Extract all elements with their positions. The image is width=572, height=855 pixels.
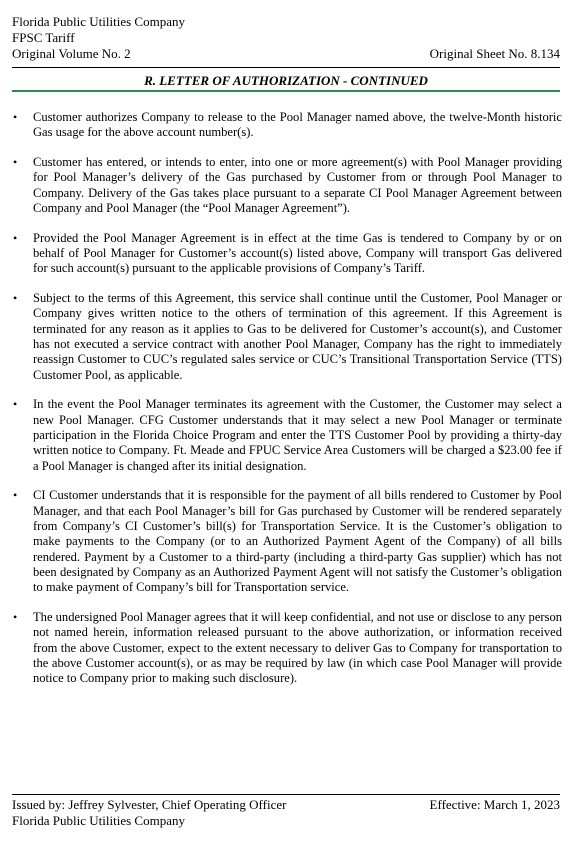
list-item bbox=[12, 610, 562, 686]
footer-company: Florida Public Utilities Company bbox=[12, 813, 185, 828]
list-item bbox=[12, 155, 562, 216]
paragraph-text: In the event the Pool Manager terminates its agreement with the Customer, the Customer may select a new Pool Manager. CFG Customer understands that it may select a new Pool Manager or terminate participation in the Florida Choice Program and enter the TTS Customer Pool by providing a thirty-day written notice to Company. Ft. Meade and FPUC Service Area Customers will be charged a $23.00 fee if a Pool Manager is changed after its initial designation. bbox=[33, 397, 562, 473]
issued-by: Issued by: Jeffrey Sylvester, Chief Operating Officer bbox=[12, 797, 287, 812]
tariff-footer bbox=[12, 797, 560, 829]
effective-date: Effective: March 1, 2023 bbox=[429, 797, 560, 812]
list-item bbox=[12, 110, 562, 141]
bullet-icon: • bbox=[13, 230, 18, 245]
header-rule bbox=[12, 67, 560, 68]
bullet-icon: • bbox=[13, 291, 18, 306]
paragraph-text: The undersigned Pool Manager agrees that it will keep confidential, and not use or disclose to any person not named herein, information released pursuant to the above authorization, or information received from the above Customer, expect to the extent necessary to deliver Gas to Company for transportation to the above Customer account(s), or as may be required by law (in which case Pool Manager will provide notice to Company prior to making such disclosure). bbox=[33, 610, 562, 686]
company-name: Florida Public Utilities Company bbox=[12, 14, 185, 29]
bullet-icon: • bbox=[13, 610, 18, 625]
footer-rule bbox=[12, 794, 560, 795]
volume-sheet-row bbox=[12, 46, 560, 62]
bullet-icon: • bbox=[13, 488, 18, 503]
volume-label: Original Volume No. 2 bbox=[12, 46, 131, 61]
bullet-icon: • bbox=[13, 110, 18, 124]
section-title: R. LETTER OF AUTHORIZATION - CONTINUED bbox=[144, 73, 428, 88]
paragraph-text: Subject to the terms of this Agreement, this service shall continue until the Customer, Pool Manager or Company gives written notice to the others of termination of this agreement. If this Agreement is terminated for any reason as it applies to Gas to be delivered for Customer’s account(s), and Customer has not executed a service contract with another Pool Manager, Company has the right to immediately reassign Customer to CUC’s regulated sales service or CUC’s Transitional Transportation Service (TTS) Customer Pool, as applicable. bbox=[33, 291, 562, 382]
paragraph-text: Customer has entered, or intends to enter, into one or more agreement(s) with Pool Manager providing for Pool Manager’s delivery of the Gas purchased by Customer from or through Pool Manager to Company. Delivery of the Gas takes place pursuant to a separate CI Pool Manager Agreement between Company and Pool Manager (the “Pool Manager Agreement”). bbox=[33, 155, 562, 215]
list-item bbox=[12, 488, 562, 595]
paragraph-text: CI Customer understands that it is responsible for the payment of all bills rendered to Customer by Pool Manager, and that each Pool Manager’s bill for Gas purchased by Customer will be rendered separately from Company’s CI Customer’s bill(s) for Transportation Service. It is the Customer’s obligation to make payments to the Company (or to an Authorized Payment Agent of the Company) of all bills rendered. Payment by a Customer to a third-party (including a third-party Gas supplier) which has not been designated by Company as an Authorized Payment Agent will not satisfy the Customer’s obligation to make payment of Company’s bill for Transportation service. bbox=[33, 488, 562, 595]
list-item bbox=[12, 397, 562, 473]
terms-list bbox=[12, 110, 562, 701]
paragraph-text: Customer authorizes Company to release to the Pool Manager named above, the twelve-Month historic Gas usage for the above account number(s). bbox=[33, 110, 562, 140]
list-item bbox=[12, 291, 562, 383]
bullet-icon: • bbox=[13, 397, 18, 412]
list-item bbox=[12, 231, 562, 277]
section-rule bbox=[12, 90, 560, 92]
tariff-name: FPSC Tariff bbox=[12, 30, 75, 45]
issued-row bbox=[12, 797, 560, 813]
paragraph-text: Provided the Pool Manager Agreement is in effect at the time Gas is tendered to Company by or on behalf of Pool Manager for Customer’s account(s) listed above, Company will transport Gas delivered for such account(s) pursuant to the applicable provisions of Company’s Tariff. bbox=[33, 230, 562, 276]
tariff-header bbox=[12, 14, 560, 62]
bullet-icon: • bbox=[13, 155, 18, 170]
sheet-number: Original Sheet No. 8.134 bbox=[429, 46, 560, 61]
